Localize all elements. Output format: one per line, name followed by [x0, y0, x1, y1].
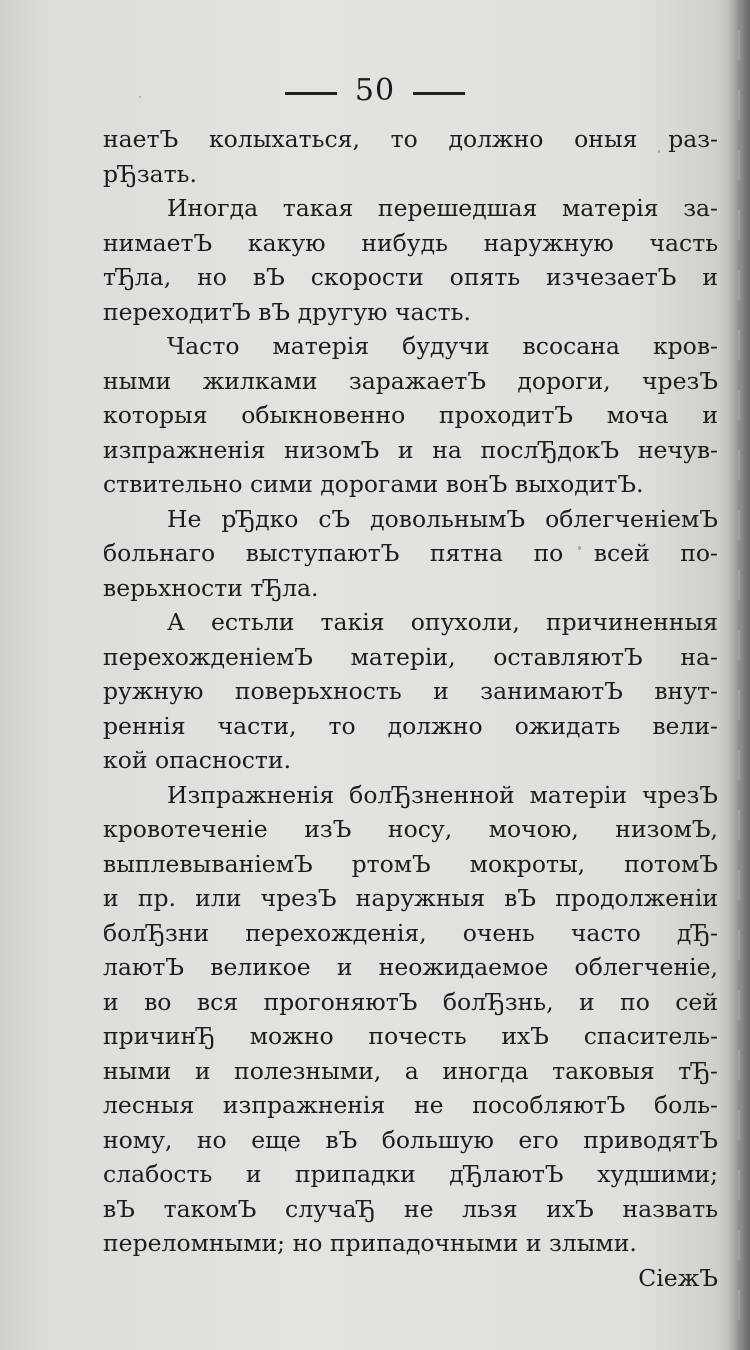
page-header — [0, 70, 750, 110]
text-line: лаютЪ великое и неожидаемое облегченіе, — [103, 953, 718, 981]
text-line: переломными; но припадочными и злыми. — [103, 1229, 637, 1257]
text-line: кровотеченіе изЪ носу, мочою, низомЪ, — [103, 815, 718, 843]
text-line: лесныя изпражненія не пособляютЪ боль- — [103, 1091, 718, 1119]
text-line: реннія части, то должно ожидать вели- — [103, 711, 718, 740]
text-line: Не рЂдко сЪ довольнымЪ облегченіемЪ — [167, 504, 718, 533]
text-line: и во вся прогоняютЪ болЂзнь, и по сей — [103, 987, 718, 1016]
text-line: ными и полезными, а иногда таковыя тЂ- — [103, 1056, 718, 1085]
header-rule-right — [413, 92, 465, 95]
text-line: ствительно сими дорогами вонЪ выходитЪ. — [103, 470, 644, 498]
text-line: СіежЪ — [638, 1263, 718, 1292]
text-line: изпражненія низомЪ и на послЂдокЪ нечув- — [103, 435, 718, 464]
header-rule-left — [285, 92, 337, 95]
text-line: перехожденіемЪ матеріи, оставляютЪ на- — [103, 642, 718, 671]
text-line: переходитЪ вЪ другую часть. — [103, 297, 471, 326]
text-line: причинЂ можно почесть ихЪ спаситель- — [103, 1022, 718, 1050]
page-number: 50 — [354, 72, 396, 108]
text-line: слабость и припадки дЂлаютЪ худшими; — [103, 1160, 718, 1188]
text-line: тЂла, но вЪ скорости опять изчезаетЪ и — [103, 263, 718, 291]
text-line: выплевываніемЪ ртомЪ мокроты, потомЪ — [103, 849, 718, 878]
text-line: которыя обыкновенно проходитЪ моча и — [103, 401, 718, 429]
body-text — [103, 122, 718, 1295]
ink-speck — [658, 150, 660, 153]
ink-speck — [410, 1240, 412, 1243]
text-line: больнаго выступаютЪ пятна по всей по- — [103, 539, 718, 567]
text-line: кой опасности. — [103, 746, 292, 774]
text-line: ному, но еще вЪ большую его приводятЪ — [103, 1125, 718, 1154]
text-line: рЂзать. — [103, 159, 197, 188]
text-line: А естьли такія опухоли, причиненныя — [167, 608, 718, 636]
text-line: верьхности тЂла. — [103, 573, 319, 602]
text-line: и пр. или чрезЪ наружныя вЪ продолженіи — [103, 884, 718, 912]
text-line: наетЪ колыхаться, то должно оныя раз- — [103, 125, 718, 153]
text-line: вЪ такомЪ случаЂ не льзя ихЪ назвать — [103, 1194, 718, 1223]
text-line: Изпражненія болЂзненной матеріи чрезЪ — [167, 780, 718, 809]
text-line: нимаетЪ какую нибудь наружную часть — [103, 228, 718, 257]
ink-speck — [578, 546, 581, 550]
text-line: болЂзни перехожденія, очень часто дЂ- — [103, 918, 718, 947]
text-line: ружную поверьхность и занимаютЪ внут- — [103, 677, 718, 705]
ink-speck — [139, 96, 141, 98]
text-line: ными жилками заражаетЪ дороги, чрезЪ — [103, 366, 718, 395]
text-line: Часто матерія будучи всосана кров- — [167, 332, 718, 360]
page-edge-shadow — [728, 0, 750, 1350]
text-line: Иногда такая перешедшая матерія за- — [167, 194, 718, 222]
